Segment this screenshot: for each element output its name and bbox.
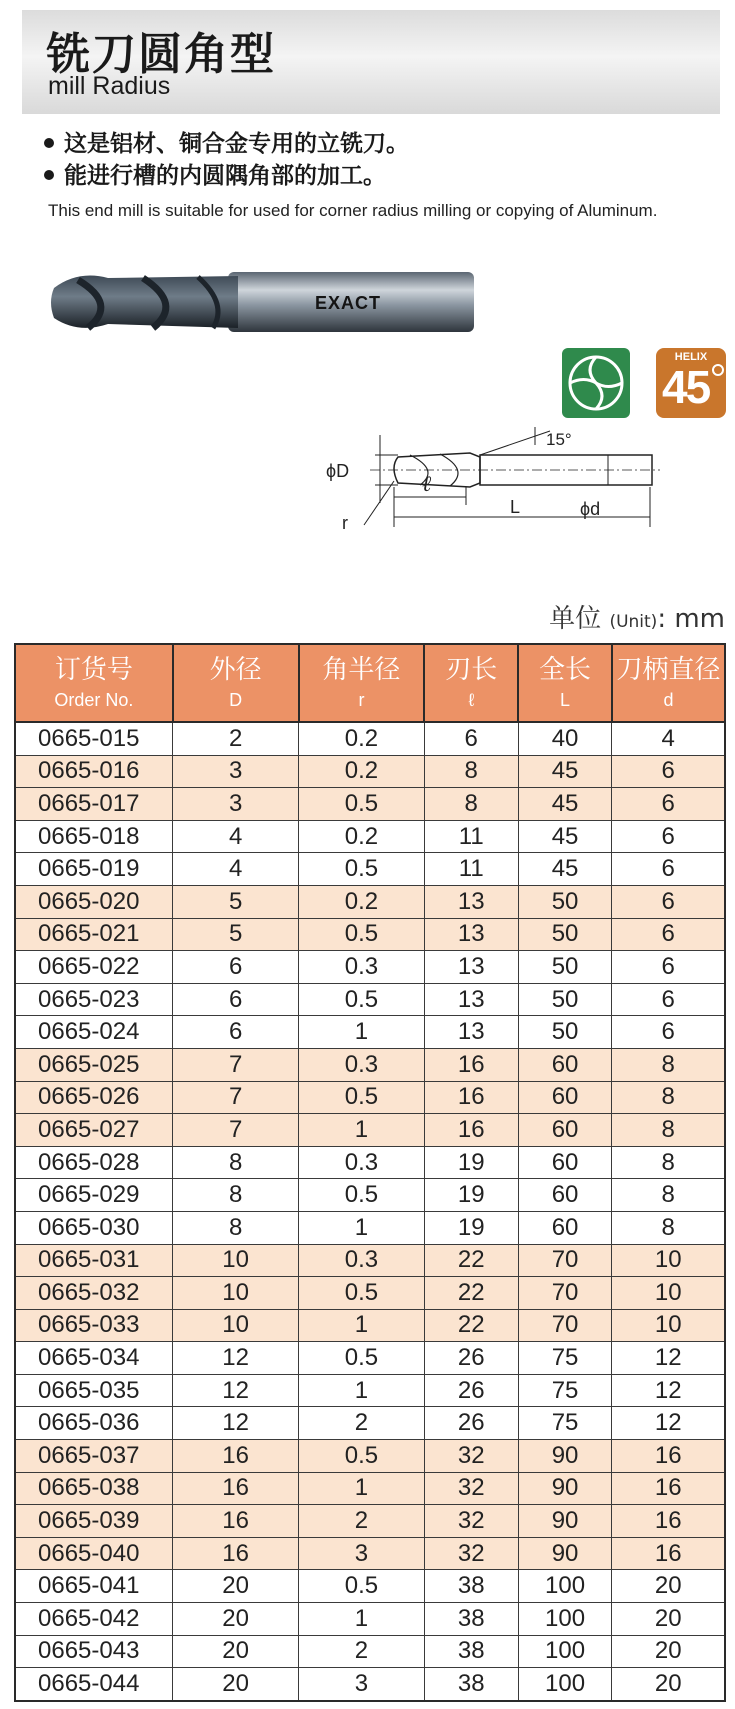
page-subtitle: mill Radius xyxy=(48,72,171,100)
table-cell: 6 xyxy=(612,918,725,951)
table-cell: 16 xyxy=(173,1472,299,1505)
table-cell: 0665-019 xyxy=(15,853,173,886)
specification-table xyxy=(14,643,726,1702)
table-cell: 0665-015 xyxy=(15,722,173,755)
table-cell: 0.3 xyxy=(299,1244,425,1277)
table-cell: 1 xyxy=(299,1211,425,1244)
table-cell: 70 xyxy=(518,1244,612,1277)
table-cell: 8 xyxy=(173,1146,299,1179)
table-cell: 22 xyxy=(424,1244,518,1277)
table-cell: 45 xyxy=(518,755,612,788)
table-cell: 16 xyxy=(424,1114,518,1147)
table-row xyxy=(15,885,725,918)
table-row xyxy=(15,1374,725,1407)
table-cell: 0.2 xyxy=(299,885,425,918)
table-cell: 20 xyxy=(173,1603,299,1636)
overall-length-label: L xyxy=(510,497,521,517)
table-cell: 100 xyxy=(518,1668,612,1701)
table-cell: 1 xyxy=(299,1016,425,1049)
end-mill-image xyxy=(48,268,478,336)
table-cell: 1 xyxy=(299,1472,425,1505)
table-cell: 0.5 xyxy=(299,1342,425,1375)
table-row xyxy=(15,983,725,1016)
table-cell: 32 xyxy=(424,1472,518,1505)
table-cell: 0.5 xyxy=(299,1570,425,1603)
table-cell: 0.5 xyxy=(299,1277,425,1310)
header-corner-radius: 角半径 r xyxy=(299,644,425,722)
radius-label: r xyxy=(342,513,348,533)
table-cell: 20 xyxy=(612,1635,725,1668)
table-cell: 50 xyxy=(518,1016,612,1049)
table-cell: 50 xyxy=(518,918,612,951)
table-cell: 50 xyxy=(518,951,612,984)
unit-label: 单位 (Unit): mm xyxy=(549,604,725,634)
table-cell: 22 xyxy=(424,1309,518,1342)
table-cell: 60 xyxy=(518,1081,612,1114)
table-cell: 100 xyxy=(518,1603,612,1636)
table-cell: 20 xyxy=(612,1603,725,1636)
table-cell: 0665-042 xyxy=(15,1603,173,1636)
table-cell: 7 xyxy=(173,1114,299,1147)
table-row xyxy=(15,722,725,755)
table-cell: 2 xyxy=(299,1505,425,1538)
table-cell: 6 xyxy=(612,820,725,853)
table-cell: 0665-029 xyxy=(15,1179,173,1212)
table-cell: 38 xyxy=(424,1570,518,1603)
table-cell: 11 xyxy=(424,853,518,886)
table-cell: 60 xyxy=(518,1114,612,1147)
brand-label: EXACT xyxy=(314,293,382,313)
helix-angle-badge xyxy=(656,348,726,418)
table-cell: 16 xyxy=(612,1505,725,1538)
table-cell: 0665-020 xyxy=(15,885,173,918)
table-cell: 50 xyxy=(518,983,612,1016)
diameter-d-label: ϕd xyxy=(580,499,601,519)
table-cell: 0.5 xyxy=(299,1440,425,1473)
table-row xyxy=(15,1016,725,1049)
table-cell: 5 xyxy=(173,885,299,918)
table-cell: 22 xyxy=(424,1277,518,1310)
table-cell: 5 xyxy=(173,918,299,951)
table-cell: 0.3 xyxy=(299,951,425,984)
table-cell: 0.3 xyxy=(299,1146,425,1179)
table-row xyxy=(15,1537,725,1570)
table-cell: 90 xyxy=(518,1440,612,1473)
degree-icon xyxy=(712,364,724,376)
table-cell: 19 xyxy=(424,1211,518,1244)
table-cell: 16 xyxy=(424,1048,518,1081)
table-cell: 19 xyxy=(424,1146,518,1179)
table-cell: 26 xyxy=(424,1407,518,1440)
table-cell: 0665-025 xyxy=(15,1048,173,1081)
table-cell: 10 xyxy=(173,1309,299,1342)
table-cell: 0.2 xyxy=(299,722,425,755)
table-cell: 1 xyxy=(299,1374,425,1407)
table-row xyxy=(15,1407,725,1440)
table-cell: 8 xyxy=(424,755,518,788)
table-row xyxy=(15,1342,725,1375)
header-outer-diameter: 外径 D xyxy=(173,644,299,722)
table-cell: 0665-026 xyxy=(15,1081,173,1114)
table-cell: 26 xyxy=(424,1342,518,1375)
table-cell: 90 xyxy=(518,1537,612,1570)
table-cell: 1 xyxy=(299,1114,425,1147)
table-cell: 0.5 xyxy=(299,853,425,886)
table-cell: 70 xyxy=(518,1277,612,1310)
table-cell: 6 xyxy=(612,788,725,821)
table-cell: 32 xyxy=(424,1505,518,1538)
table-cell: 100 xyxy=(518,1570,612,1603)
table-cell: 0665-037 xyxy=(15,1440,173,1473)
table-cell: 12 xyxy=(173,1407,299,1440)
table-cell: 60 xyxy=(518,1146,612,1179)
table-cell: 0665-030 xyxy=(15,1211,173,1244)
table-cell: 0665-043 xyxy=(15,1635,173,1668)
table-cell: 0665-016 xyxy=(15,755,173,788)
helix-label: HELIX xyxy=(674,351,708,363)
table-row xyxy=(15,1668,725,1701)
table-cell: 10 xyxy=(612,1309,725,1342)
table-cell: 0665-022 xyxy=(15,951,173,984)
table-cell: 16 xyxy=(173,1537,299,1570)
table-cell: 12 xyxy=(173,1374,299,1407)
table-cell: 8 xyxy=(612,1114,725,1147)
table-row xyxy=(15,951,725,984)
table-cell: 13 xyxy=(424,983,518,1016)
flute-length-label: ℓ xyxy=(422,471,432,496)
table-cell: 8 xyxy=(612,1211,725,1244)
table-cell: 6 xyxy=(173,983,299,1016)
table-cell: 0.5 xyxy=(299,918,425,951)
table-cell: 6 xyxy=(612,885,725,918)
table-cell: 0665-024 xyxy=(15,1016,173,1049)
table-cell: 0665-017 xyxy=(15,788,173,821)
table-cell: 60 xyxy=(518,1211,612,1244)
table-row xyxy=(15,1114,725,1147)
table-row xyxy=(15,1635,725,1668)
table-cell: 16 xyxy=(173,1440,299,1473)
table-cell: 38 xyxy=(424,1603,518,1636)
angle-label: 15° xyxy=(546,430,572,449)
table-cell: 38 xyxy=(424,1668,518,1701)
table-cell: 60 xyxy=(518,1048,612,1081)
header-flute-length: 刃长 ℓ xyxy=(424,644,518,722)
diameter-D-label: ϕD xyxy=(326,461,350,481)
page-title: 铣刀圆角型 xyxy=(46,29,276,80)
table-row xyxy=(15,1277,725,1310)
title-banner xyxy=(22,10,720,114)
table-row xyxy=(15,1179,725,1212)
table-cell: 90 xyxy=(518,1505,612,1538)
table-cell: 0665-034 xyxy=(15,1342,173,1375)
table-row xyxy=(15,1440,725,1473)
table-cell: 20 xyxy=(173,1668,299,1701)
table-cell: 12 xyxy=(612,1374,725,1407)
bullet-icon xyxy=(44,138,54,148)
dimension-drawing xyxy=(326,425,710,585)
table-cell: 0665-032 xyxy=(15,1277,173,1310)
table-row xyxy=(15,1309,725,1342)
table-cell: 0665-040 xyxy=(15,1537,173,1570)
table-cell: 3 xyxy=(299,1537,425,1570)
table-row xyxy=(15,1211,725,1244)
table-cell: 26 xyxy=(424,1374,518,1407)
table-cell: 7 xyxy=(173,1048,299,1081)
feature-item: 这是铝材、铜合金专用的立铣刀。 xyxy=(44,128,409,160)
table-cell: 16 xyxy=(173,1505,299,1538)
table-cell: 8 xyxy=(424,788,518,821)
table-cell: 0665-036 xyxy=(15,1407,173,1440)
table-cell: 3 xyxy=(173,788,299,821)
table-cell: 1 xyxy=(299,1603,425,1636)
helix-value: 45 xyxy=(662,361,710,413)
table-cell: 20 xyxy=(173,1635,299,1668)
table-cell: 20 xyxy=(173,1570,299,1603)
table-row xyxy=(15,1048,725,1081)
table-row xyxy=(15,788,725,821)
table-cell: 11 xyxy=(424,820,518,853)
table-row xyxy=(15,1570,725,1603)
table-cell: 45 xyxy=(518,853,612,886)
product-description: This end mill is suitable for used for corner radius milling or copying of Aluminum. xyxy=(48,201,658,220)
table-cell: 0665-023 xyxy=(15,983,173,1016)
table-cell: 0.5 xyxy=(299,1179,425,1212)
table-cell: 6 xyxy=(173,951,299,984)
table-cell: 2 xyxy=(299,1635,425,1668)
table-row xyxy=(15,853,725,886)
table-cell: 2 xyxy=(173,722,299,755)
table-cell: 16 xyxy=(612,1440,725,1473)
table-cell: 50 xyxy=(518,885,612,918)
table-cell: 12 xyxy=(173,1342,299,1375)
table-cell: 0.5 xyxy=(299,1081,425,1114)
two-flute-icon xyxy=(562,348,630,418)
table-cell: 0.2 xyxy=(299,755,425,788)
table-cell: 0665-018 xyxy=(15,820,173,853)
feature-list xyxy=(44,128,409,192)
table-cell: 12 xyxy=(612,1407,725,1440)
table-cell: 75 xyxy=(518,1374,612,1407)
table-cell: 4 xyxy=(173,820,299,853)
table-cell: 10 xyxy=(612,1277,725,1310)
table-cell: 8 xyxy=(173,1179,299,1212)
table-cell: 16 xyxy=(612,1472,725,1505)
table-cell: 0665-028 xyxy=(15,1146,173,1179)
feature-item: 能进行槽的内圆隅角部的加工。 xyxy=(44,160,409,192)
table-cell: 0665-039 xyxy=(15,1505,173,1538)
table-cell: 13 xyxy=(424,951,518,984)
table-cell: 3 xyxy=(299,1668,425,1701)
table-cell: 100 xyxy=(518,1635,612,1668)
table-row xyxy=(15,755,725,788)
table-cell: 10 xyxy=(173,1244,299,1277)
table-cell: 16 xyxy=(424,1081,518,1114)
table-row xyxy=(15,1146,725,1179)
table-cell: 45 xyxy=(518,788,612,821)
table-cell: 0.5 xyxy=(299,788,425,821)
table-cell: 0665-041 xyxy=(15,1570,173,1603)
table-cell: 6 xyxy=(612,755,725,788)
table-cell: 8 xyxy=(612,1179,725,1212)
table-cell: 0.2 xyxy=(299,820,425,853)
header-order-no: 订货号 Order No. xyxy=(15,644,173,722)
table-row xyxy=(15,918,725,951)
header-overall-length: 全长 L xyxy=(518,644,612,722)
table-cell: 40 xyxy=(518,722,612,755)
table-cell: 0665-038 xyxy=(15,1472,173,1505)
table-cell: 13 xyxy=(424,885,518,918)
table-cell: 6 xyxy=(173,1016,299,1049)
table-cell: 32 xyxy=(424,1537,518,1570)
table-cell: 0.5 xyxy=(299,983,425,1016)
table-cell: 10 xyxy=(612,1244,725,1277)
table-cell: 0665-033 xyxy=(15,1309,173,1342)
table-cell: 8 xyxy=(612,1048,725,1081)
table-cell: 60 xyxy=(518,1179,612,1212)
table-header-row xyxy=(15,644,725,722)
table-cell: 20 xyxy=(612,1570,725,1603)
table-cell: 0665-031 xyxy=(15,1244,173,1277)
table-cell: 1 xyxy=(299,1309,425,1342)
table-cell: 6 xyxy=(612,1016,725,1049)
table-cell: 8 xyxy=(612,1146,725,1179)
table-cell: 90 xyxy=(518,1472,612,1505)
table-cell: 8 xyxy=(173,1211,299,1244)
table-cell: 2 xyxy=(299,1407,425,1440)
table-cell: 70 xyxy=(518,1309,612,1342)
table-cell: 0.3 xyxy=(299,1048,425,1081)
table-cell: 6 xyxy=(612,951,725,984)
table-cell: 0665-021 xyxy=(15,918,173,951)
table-cell: 38 xyxy=(424,1635,518,1668)
table-cell: 0665-027 xyxy=(15,1114,173,1147)
table-cell: 0665-035 xyxy=(15,1374,173,1407)
table-cell: 6 xyxy=(612,853,725,886)
table-cell: 8 xyxy=(612,1081,725,1114)
table-row xyxy=(15,1244,725,1277)
table-cell: 13 xyxy=(424,1016,518,1049)
table-cell: 3 xyxy=(173,755,299,788)
table-row xyxy=(15,1472,725,1505)
table-cell: 13 xyxy=(424,918,518,951)
header-shank-diameter: 刀柄直径 d xyxy=(612,644,725,722)
table-row xyxy=(15,820,725,853)
table-row xyxy=(15,1081,725,1114)
table-cell: 32 xyxy=(424,1440,518,1473)
table-cell: 10 xyxy=(173,1277,299,1310)
table-row xyxy=(15,1603,725,1636)
bullet-icon xyxy=(44,170,54,180)
table-cell: 4 xyxy=(173,853,299,886)
table-cell: 6 xyxy=(612,983,725,1016)
table-cell: 19 xyxy=(424,1179,518,1212)
table-cell: 12 xyxy=(612,1342,725,1375)
table-cell: 75 xyxy=(518,1342,612,1375)
table-cell: 4 xyxy=(612,722,725,755)
table-cell: 7 xyxy=(173,1081,299,1114)
table-cell: 0665-044 xyxy=(15,1668,173,1701)
table-cell: 20 xyxy=(612,1668,725,1701)
table-row xyxy=(15,1505,725,1538)
table-cell: 6 xyxy=(424,722,518,755)
table-cell: 45 xyxy=(518,820,612,853)
table-cell: 16 xyxy=(612,1537,725,1570)
table-cell: 75 xyxy=(518,1407,612,1440)
